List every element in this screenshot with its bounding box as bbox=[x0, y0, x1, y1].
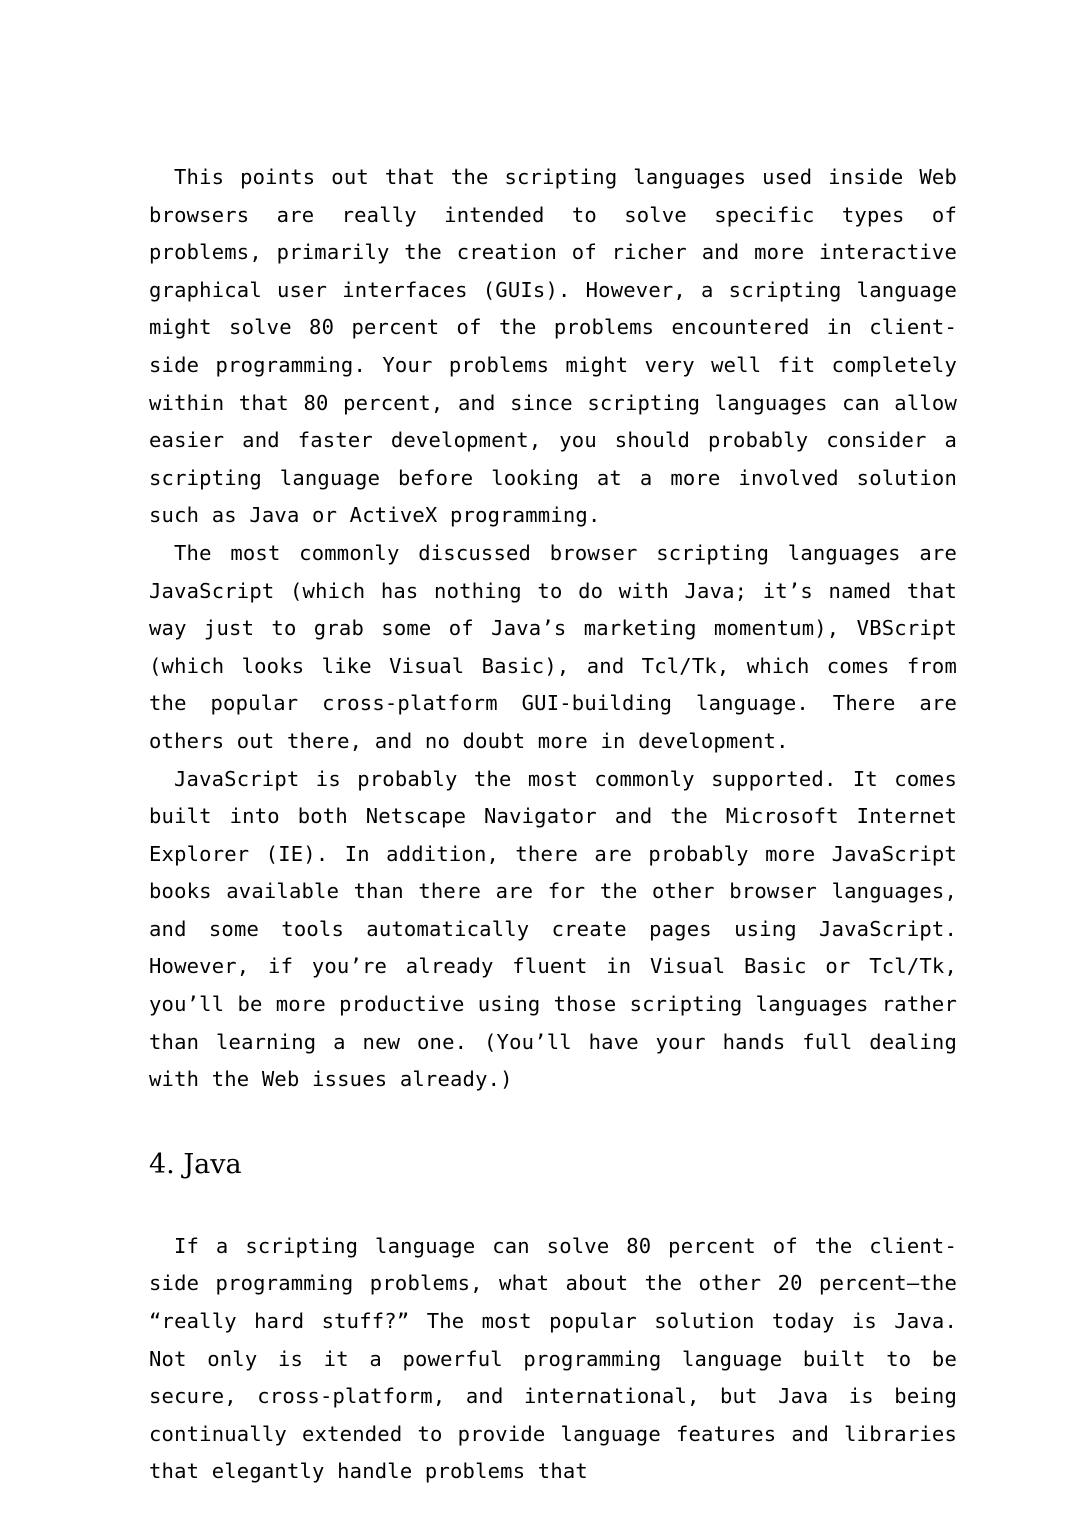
spacer bbox=[149, 1185, 957, 1228]
section-heading-java: 4. Java bbox=[149, 1148, 242, 1180]
paragraph-java-intro: If a scripting language can solve 80 percent of the client-side programming problems, what about the other 20 percent—the “really hard stuff?” The most popular solution today is Java. Not only is it a powerful programming language built to be secure, cross-platform, and international, but Java is being continually extended to provide language features and libraries that elegantly handle problems that bbox=[149, 1233, 957, 1484]
paragraph-browser-scripting-languages: The most commonly discussed browser scripting languages are JavaScript (which has nothing to do with Java; it’s named that way just to grab some of Java’s marketing momentum), VBScript (which looks like Visual Basic), and Tcl/Tk, which comes from the popular cross-platform GUI-building language. There are others out there, and no doubt more in development. bbox=[149, 540, 957, 753]
paragraph-javascript-support: JavaScript is probably the most commonly supported. It comes built into both Netscape Navigator and the Microsoft Internet Explorer (IE). In addition, there are probably more JavaScript books available than there are for the other browser languages, and some tools automatically create pages using JavaScript. However, if you’re already fluent in Visual Basic or Tcl/Tk, you’ll be more productive using those scripting languages rather than learning a new one. (You’ll have your hands full dealing with the Web issues already.) bbox=[149, 766, 957, 1092]
paragraph-scripting-purpose: This points out that the scripting languages used inside Web browsers are really intended to solve specific types of problems, primarily the creation of richer and more interactive graphical user interfaces (GUIs). However, a scripting language might solve 80 percent of the problems encountered in client-side programming. Your problems might very well fit completely within that 80 percent, and since scripting languages can allow easier and faster development, you should probably consider a scripting language before looking at a more involved solution such as Java or ActiveX programming. bbox=[149, 165, 957, 528]
spacer bbox=[149, 1099, 957, 1145]
document-page bbox=[149, 159, 957, 1491]
